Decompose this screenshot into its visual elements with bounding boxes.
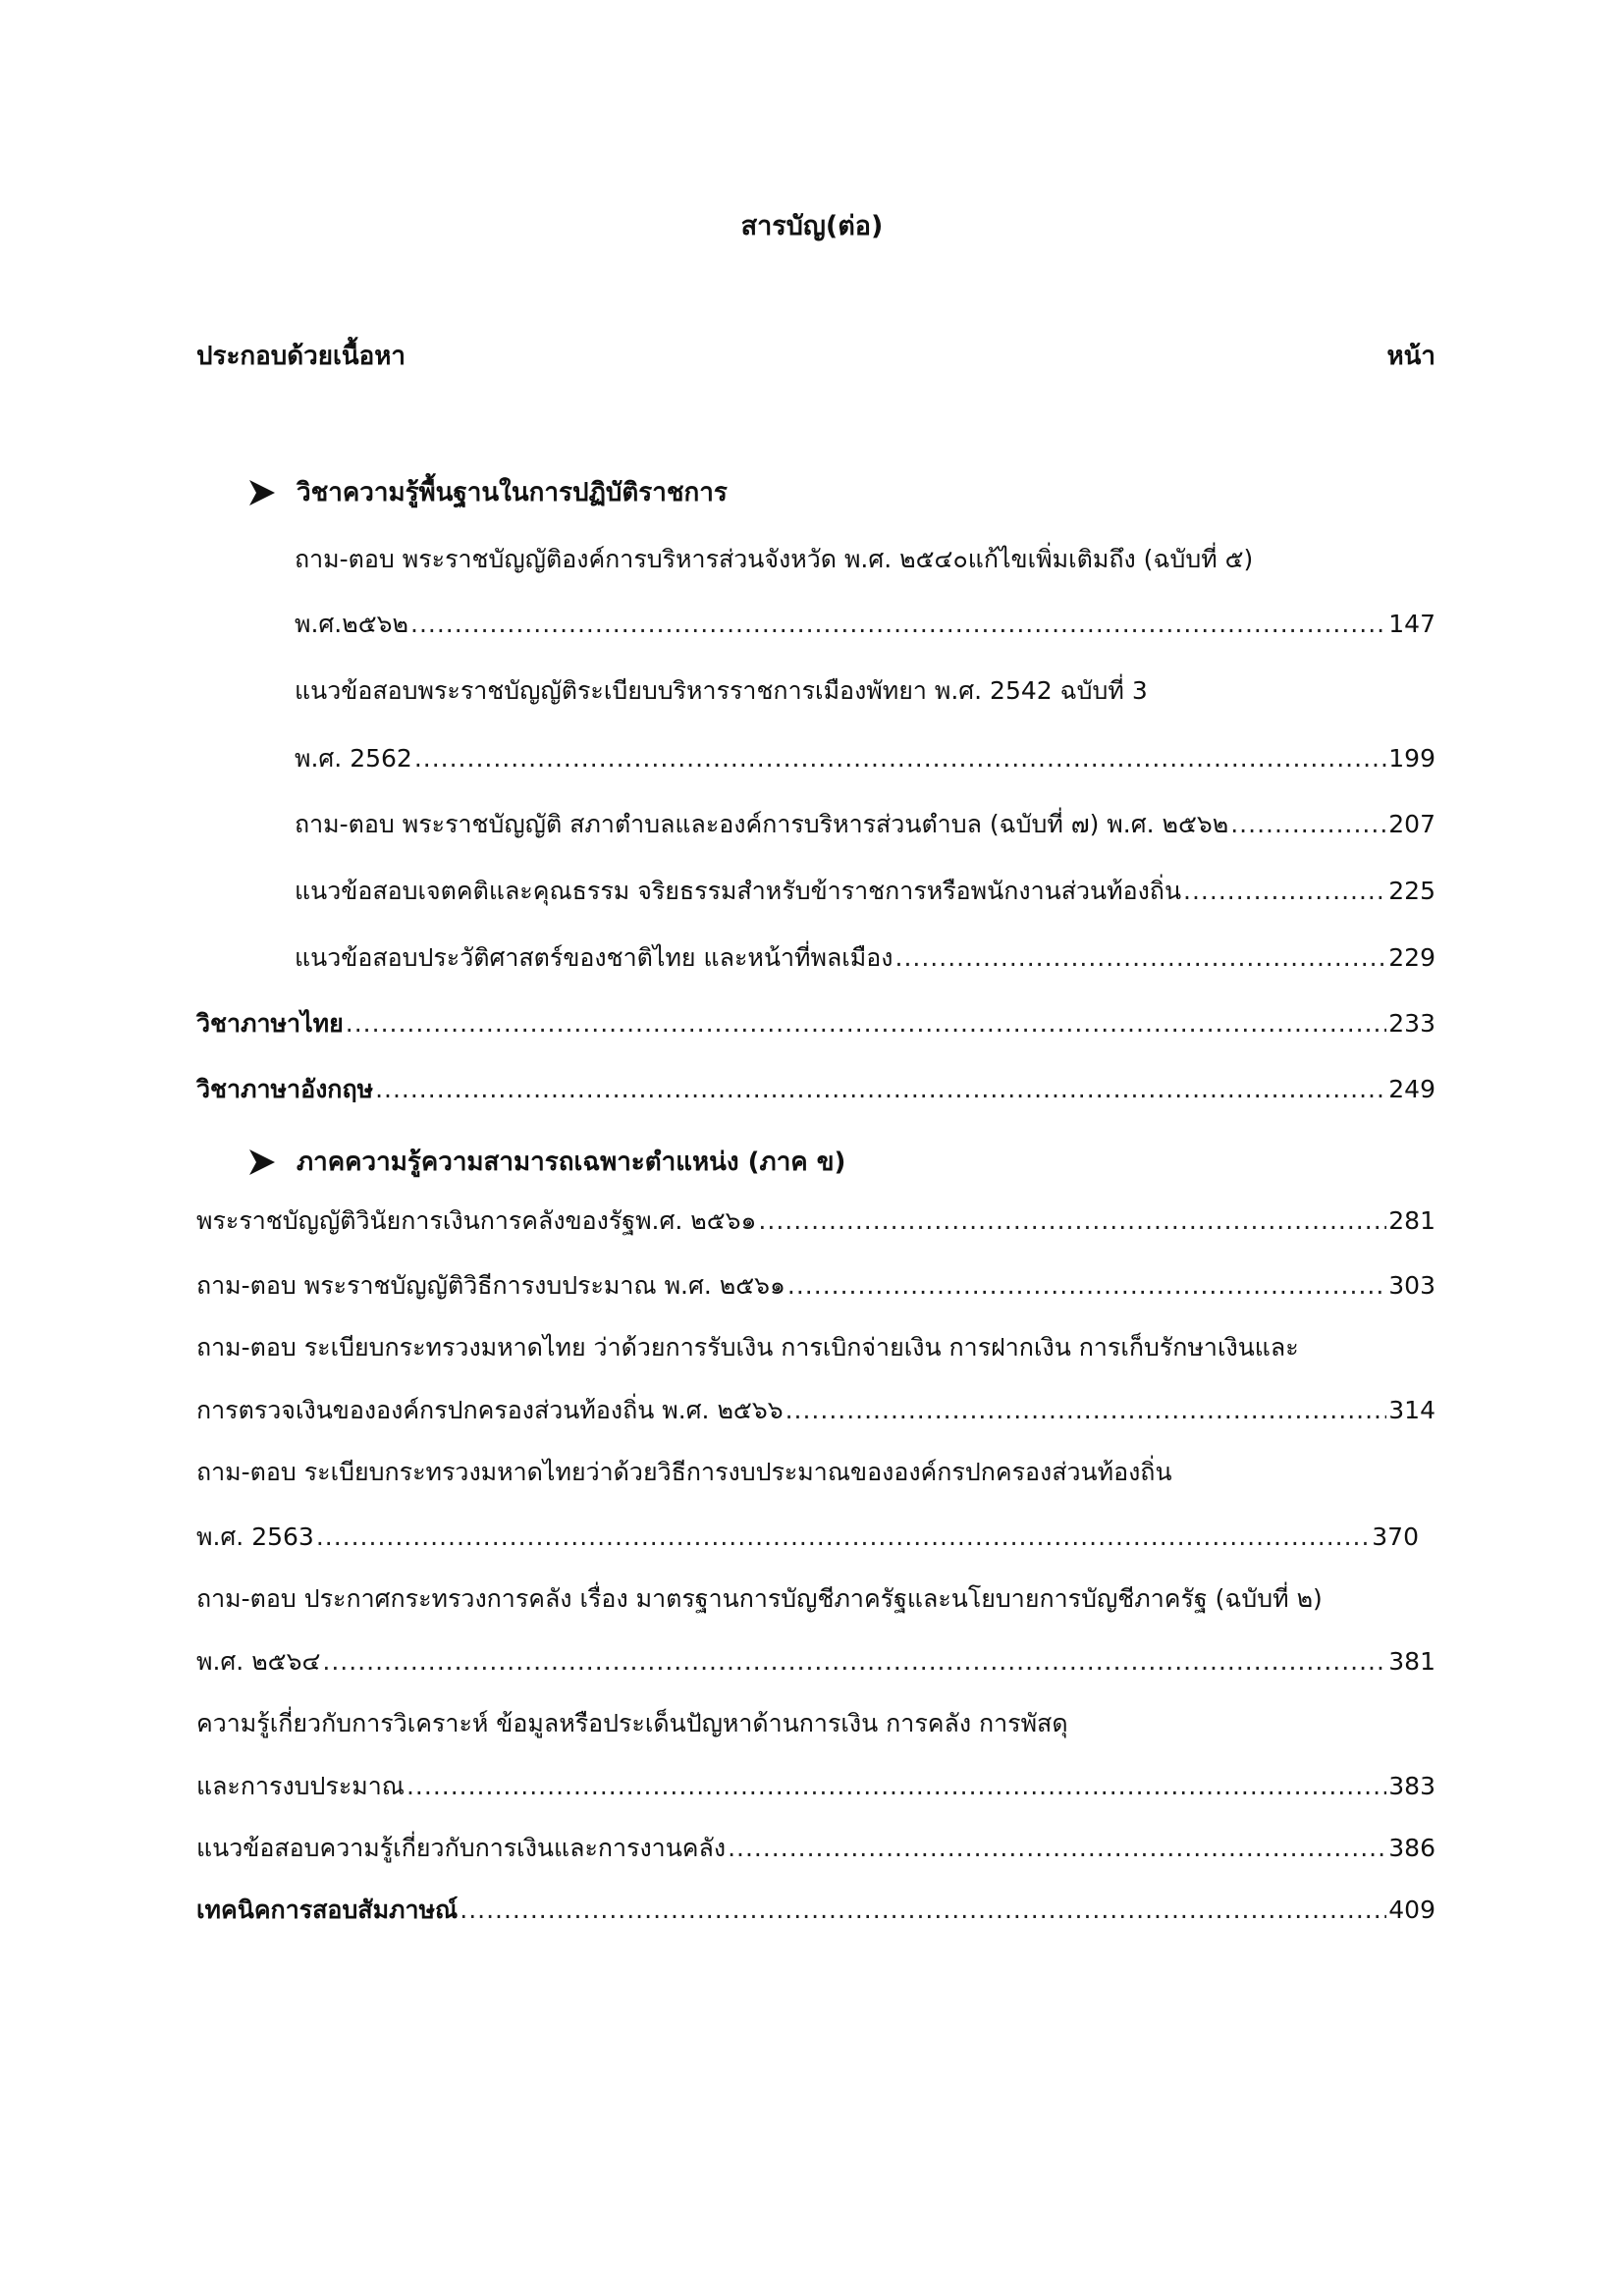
toc-entry-text: ถาม-ตอบ พระราชบัญญัติองค์การบริหารส่วนจังหวัด พ.ศ. ๒๕๔๐แก้ไขเพิ่มเติมถึง (ฉบับที่ ๕) [295, 545, 1254, 573]
dot-leader [414, 742, 1386, 775]
toc-entry-text: แนวข้อสอบประวัติศาสตร์ของชาติไทย และหน้าที่พลเมือง [295, 943, 893, 972]
toc-entry-text: ถาม-ตอบ พระราชบัญญัติวิธีการงบประมาณ พ.ศ. ๒๕๖๑ [196, 1271, 785, 1300]
toc-entry-english-language[interactable] [196, 1073, 1435, 1106]
dot-leader [1230, 808, 1386, 841]
toc-entry [196, 1707, 1068, 1740]
dot-leader [346, 1007, 1387, 1041]
toc-entry-page: 314 [1388, 1396, 1435, 1424]
toc-entry-text: ความรู้เกี่ยวกับการวิเคราะห์ ข้อมูลหรือประเด็นปัญหาด้านการเงิน การคลัง การพัสดุ [196, 1709, 1068, 1737]
toc-entry-page: 383 [1388, 1772, 1435, 1800]
toc-entry-text: วิชาภาษาไทย [196, 1009, 344, 1038]
dot-leader [316, 1521, 1370, 1554]
toc-entry-page: 233 [1388, 1009, 1435, 1038]
dot-leader [460, 1894, 1386, 1927]
dot-leader [410, 608, 1386, 641]
toc-entry-text: และการงบประมาณ [196, 1772, 405, 1800]
toc-entry-text: ถาม-ตอบ พระราชบัญญัติ สภาตำบลและองค์การบริหารส่วนตำบล (ฉบับที่ ๗) พ.ศ. ๒๕๖๒ [295, 810, 1229, 838]
toc-entry[interactable] [196, 1269, 1435, 1303]
toc-entry-text: พระราชบัญญัติวินัยการเงินการคลังของรัฐพ.ศ. ๒๕๖๑ [196, 1206, 757, 1235]
toc-entry [196, 1456, 1172, 1489]
dot-leader [895, 941, 1387, 975]
toc-entry [295, 543, 1253, 576]
dot-leader [375, 1073, 1386, 1106]
section-heading-specific-knowledge [247, 1142, 845, 1182]
arrow-bullet-icon [247, 1148, 277, 1177]
toc-entry [196, 1582, 1323, 1616]
toc-entry-page: 370 [1372, 1522, 1419, 1551]
arrow-bullet-icon [247, 478, 277, 507]
dot-leader [728, 1832, 1386, 1865]
toc-entry-text: ถาม-ตอบ ระเบียบกระทรวงมหาดไทย ว่าด้วยการรับเงิน การเบิกจ่ายเงิน การฝากเงิน การเก็บรักษาเงินและ [196, 1333, 1299, 1362]
toc-entry-text: พ.ศ. 2563 [196, 1522, 314, 1551]
toc-entry-text: การตรวจเงินขององค์กรปกครองส่วนท้องถิ่น พ.ศ. ๒๕๖๖ [196, 1396, 784, 1424]
toc-entry-page: 207 [1388, 810, 1435, 838]
toc-entry [295, 674, 1148, 708]
toc-entry-text: วิชาภาษาอังกฤษ [196, 1075, 374, 1103]
dot-leader [785, 1394, 1387, 1427]
toc-entry[interactable] [196, 1832, 1435, 1865]
toc-entry-thai-language[interactable] [196, 1007, 1435, 1041]
toc-entry[interactable] [295, 608, 1435, 641]
toc-entry[interactable] [295, 875, 1435, 908]
toc-entry-interview-techniques[interactable] [196, 1894, 1435, 1927]
toc-entry[interactable] [295, 941, 1435, 975]
toc-entry[interactable] [295, 808, 1435, 841]
dot-leader [1183, 875, 1386, 908]
toc-entry-text: พ.ศ. 2562 [295, 744, 412, 773]
toc-entry-text: แนวข้อสอบเจตคติและคุณธรรม จริยธรรมสำหรับข้าราชการหรือพนักงานส่วนท้องถิ่น [295, 877, 1182, 905]
toc-entry[interactable] [196, 1645, 1435, 1679]
toc-entry-page: 229 [1388, 943, 1435, 972]
toc-entry[interactable] [295, 742, 1435, 775]
toc-entry [196, 1331, 1299, 1364]
page-column-label: หน้า [1386, 342, 1435, 371]
toc-entry-page: 381 [1388, 1647, 1435, 1676]
toc-entry-page: 199 [1388, 744, 1435, 773]
toc-entry-page: 409 [1388, 1896, 1435, 1924]
toc-entry-text: ถาม-ตอบ ประกาศกระทรวงการคลัง เรื่อง มาตรฐานการบัญชีภาครัฐและนโยบายการบัญชีภาครัฐ (ฉบับที่ ๒) [196, 1584, 1323, 1613]
dot-leader [406, 1770, 1386, 1803]
dot-leader [322, 1645, 1386, 1679]
toc-entry[interactable] [196, 1521, 1419, 1554]
page-title: สารบัญ(ต่อ) [740, 211, 884, 241]
toc-entry[interactable] [196, 1204, 1435, 1238]
toc-entry-page: 303 [1388, 1271, 1435, 1300]
toc-entry-page: 386 [1388, 1834, 1435, 1862]
toc-entry-page: 281 [1388, 1206, 1435, 1235]
toc-entry-page: 249 [1388, 1075, 1435, 1103]
section-heading-basic-knowledge [247, 472, 728, 512]
contents-label: ประกอบด้วยเนื้อหา [196, 342, 406, 371]
section-heading-label: ภาคความรู้ความสามารถเฉพาะตำแหน่ง (ภาค ข) [297, 1148, 846, 1177]
section-heading-label: วิชาความรู้พื้นฐานในการปฏิบัติราชการ [297, 478, 728, 507]
dot-leader [758, 1204, 1386, 1238]
toc-entry-text: พ.ศ.๒๕๖๒ [295, 610, 408, 638]
dot-leader [787, 1269, 1386, 1303]
toc-entry-text: เทคนิคการสอบสัมภาษณ์ [196, 1896, 459, 1924]
toc-entry-text: แนวข้อสอบพระราชบัญญัติระเบียบบริหารราชการเมืองพัทยา พ.ศ. 2542 ฉบับที่ 3 [295, 676, 1148, 705]
toc-entry[interactable] [196, 1770, 1435, 1803]
toc-header [196, 336, 1435, 376]
toc-entry-page: 225 [1388, 877, 1435, 905]
toc-entry-page: 147 [1388, 610, 1435, 638]
toc-entry-text: ถาม-ตอบ ระเบียบกระทรวงมหาดไทยว่าด้วยวิธีการงบประมาณขององค์กรปกครองส่วนท้องถิ่น [196, 1458, 1172, 1486]
toc-entry-text: พ.ศ. ๒๕๖๔ [196, 1647, 321, 1676]
toc-entry-text: แนวข้อสอบความรู้เกี่ยวกับการเงินและการงานคลัง [196, 1834, 727, 1862]
toc-entry[interactable] [196, 1394, 1435, 1427]
